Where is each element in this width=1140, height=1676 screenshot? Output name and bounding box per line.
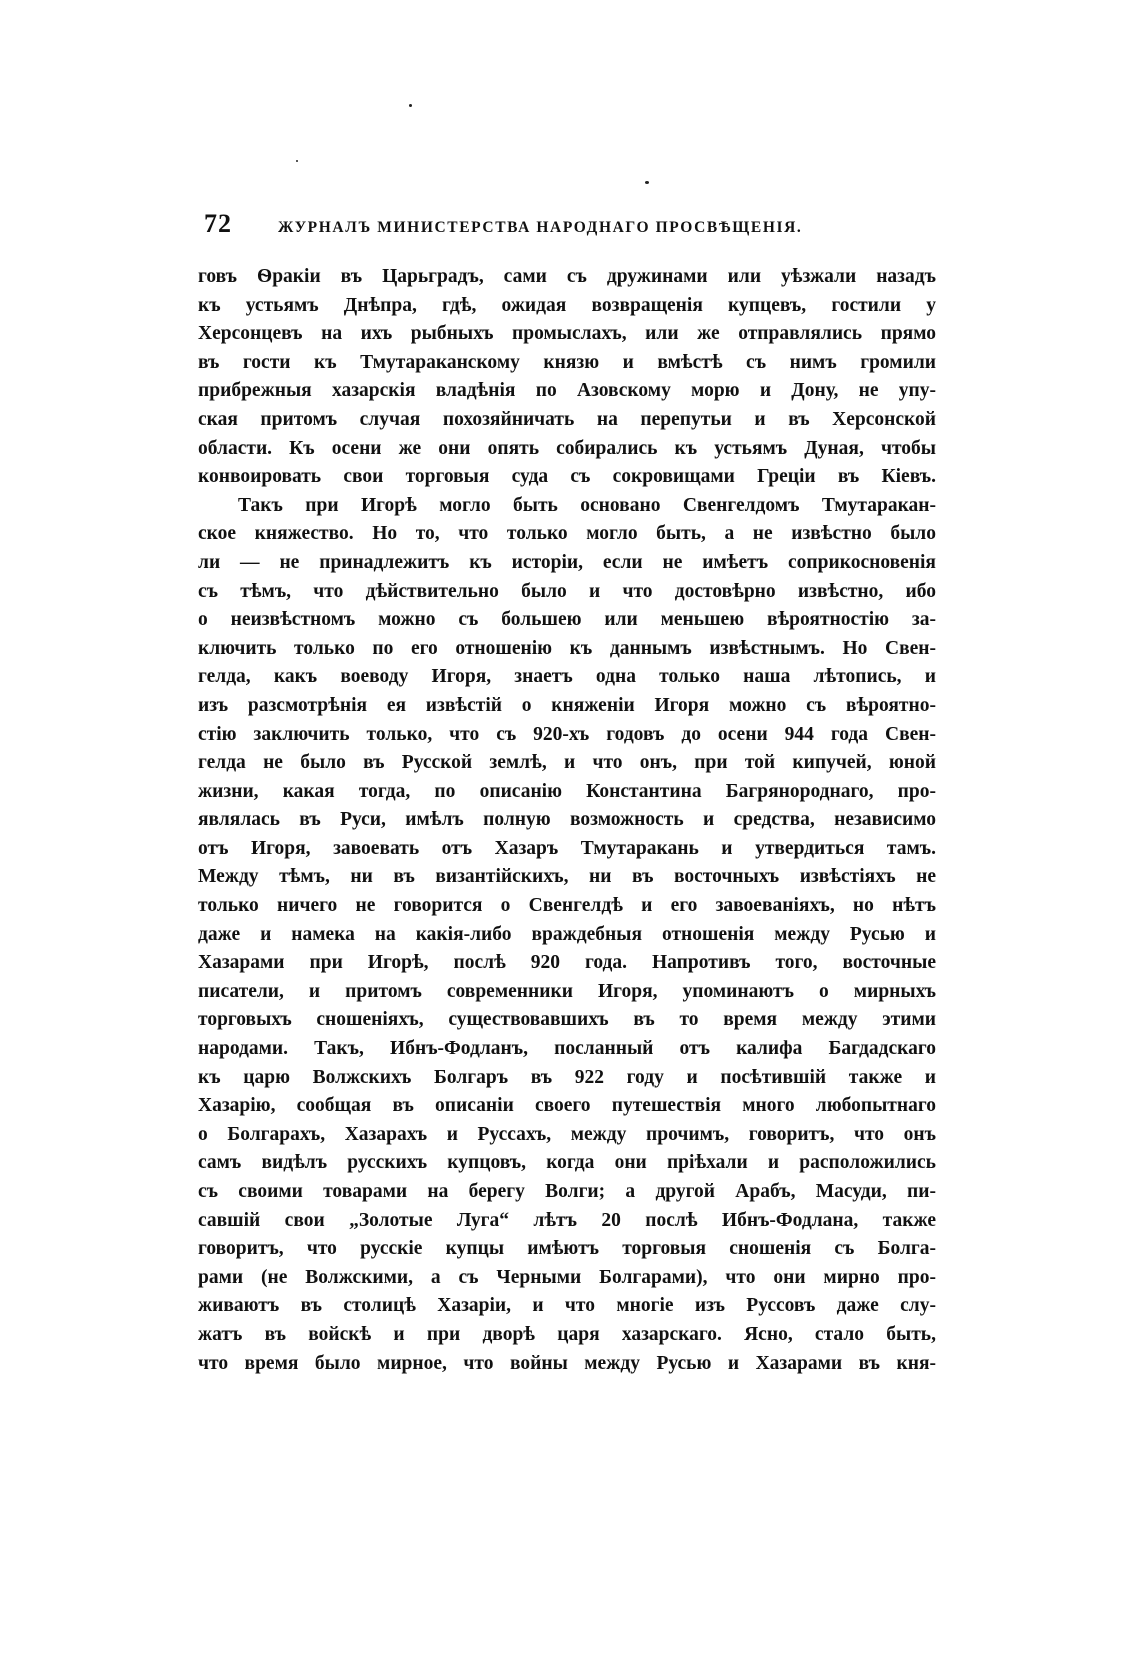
text-line: гелда, какъ воеводу Игоря, знаетъ одна только наша лѣтопись, и [198,666,936,688]
text-line: являлась въ Руси, имѣлъ полную возможность и средства, независимо [198,809,936,831]
text-line: ская притомъ случая похозяйничать на перепутьи и въ Херсонской [198,408,936,430]
text-line: Херсонцевъ на ихъ рыбныхъ промыслахъ, или же отправлялись прямо [198,323,936,345]
text-line: жизни, какая тогда, по описанію Константина Багрянороднаго, про- [198,780,936,802]
journal-title: ЖУРНАЛЪ МИНИСТЕРСТВА НАРОДНАГО ПРОСВѢЩЕНІЯ. [278,219,803,236]
text-line: стію заключить только, что съ 920-хъ годовъ до осени 944 года Свен- [198,723,936,745]
text-line: Между тѣмъ, ни въ византійскихъ, ни въ восточныхъ извѣстіяхъ не [198,866,936,888]
text-line: Хазарію, сообщая въ описаніи своего путешествія много любопытнаго [198,1095,936,1117]
text-line: рами (не Волжскими, а съ Черными Болгарами), что они мирно про- [198,1266,936,1288]
body-text [198,263,936,1378]
text-line: народами. Такъ, Ибнъ-Фодланъ, посланный отъ калифа Багдадскаго [198,1038,936,1060]
text-line: отъ Игоря, завоевать отъ Хазаръ Тмутаракань и утвердиться тамъ. [198,837,936,859]
text-line: Хазарами при Игорѣ, послѣ 920 года. Напротивъ того, восточные [198,952,936,974]
text-line: ключить только по его отношенію къ даннымъ извѣстнымъ. Но Свен- [198,637,936,659]
text-line: конвоировать свои торговыя суда съ сокровищами Греціи въ Кіевъ. [198,466,936,488]
text-line: о неизвѣстномъ можно съ большею или меньшею вѣроятностію за- [198,609,936,631]
paragraph-first-line: Такъ при Игорѣ могло быть основано Свенгелдомъ Тмутаракан- [238,494,936,516]
text-line: ское княжество. Но то, что только могло быть, а не извѣстно было [198,523,936,545]
text-line: въ гости къ Тмутараканскому князю и вмѣстѣ съ нимъ громили [198,351,936,373]
text-line: жатъ въ войскѣ и при дворѣ царя хазарскаго. Ясно, стало быть, [198,1323,936,1345]
text-line: къ устьямъ Днѣпра, гдѣ, ожидая возвращенія купцевъ, гостили у [198,294,936,316]
text-line: даже и намека на какія-либо враждебныя отношенія между Русью и [198,923,936,945]
text-line: писатели, и притомъ современники Игоря, упоминаютъ о мирныхъ [198,980,936,1002]
scan-speck [645,181,649,184]
text-line: что время было мирное, что войны между Русью и Хазарами въ кня- [198,1352,936,1374]
text-line: о Болгарахъ, Хазарахъ и Руссахъ, между прочимъ, говоритъ, что онъ [198,1123,936,1145]
text-line: живаютъ въ столицѣ Хазаріи, и что многіе изъ Руссовъ даже слу- [198,1295,936,1317]
text-line: только ничего не говорится о Свенгелдѣ и его завоеваніяхъ, но нѣтъ [198,895,936,917]
text-line: говъ Ѳракіи въ Царьградъ, сами съ дружинами или уѣзжали назадъ [198,266,936,287]
page-number: 72 [204,209,232,238]
text-line: области. Къ осени же они опять собирались къ устьямъ Дуная, чтобы [198,437,936,459]
scan-speck [409,104,412,107]
scan-speck [296,160,298,162]
text-line: ли — не принадлежитъ къ исторіи, если не имѣетъ соприкосновенія [198,551,936,573]
text-line: къ царю Волжскихъ Болгаръ въ 922 году и посѣтившій также и [198,1066,936,1088]
text-line: изъ разсмотрѣнія ея извѣстій о княженіи Игоря можно съ вѣроятно- [198,694,936,716]
text-line: прибрежныя хазарскія владѣнія по Азовскому морю и Дону, не упу- [198,380,936,402]
text-line: торговыхъ сношеніяхъ, существовавшихъ въ то время между этими [198,1009,936,1031]
running-head [204,209,854,239]
text-line: самъ видѣлъ русскихъ купцовъ, когда они пріѣхали и расположились [198,1152,936,1174]
text-line: говоритъ, что русскіе купцы имѣютъ торговыя сношенія съ Болга- [198,1238,936,1260]
text-line: савшій свои „Золотые Луга“ лѣтъ 20 послѣ Ибнъ-Фодлана, также [198,1209,936,1231]
text-line: съ своими товарами на берегу Волги; а другой Арабъ, Масуди, пи- [198,1181,936,1202]
text-line: гелда не было въ Русской землѣ, и что онъ, при той кипучей, юной [198,752,936,774]
text-line: съ тѣмъ, что дѣйствительно было и что достовѣрно извѣстно, ибо [198,580,936,602]
